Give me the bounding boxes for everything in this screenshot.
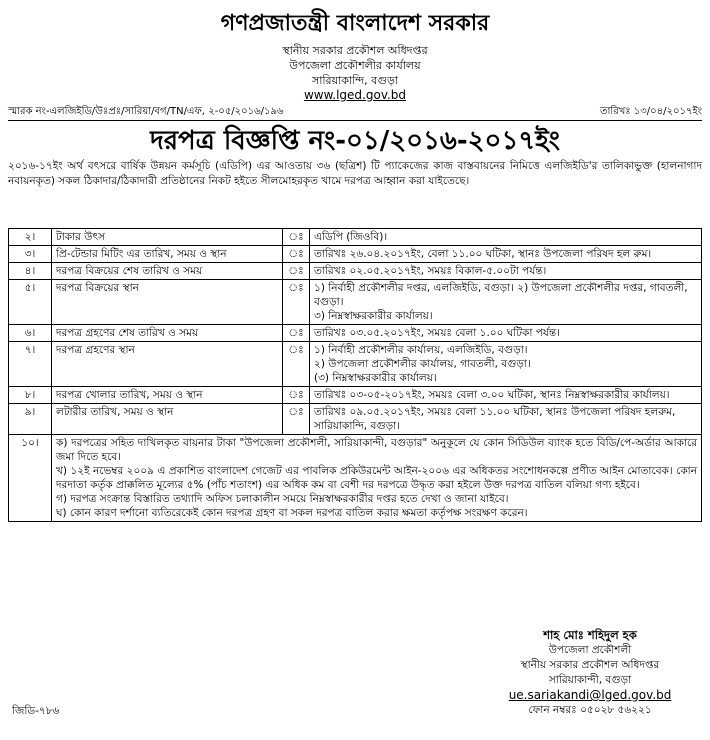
department-name: স্থানীয় সরকার প্রকৌশল অধিদপ্তর (282, 44, 428, 57)
row-colon: ঃ (283, 342, 310, 387)
row-value: তারিখঃ ০৯.০৫.২০১৭ইং, সময়ঃ বেলা ১১.০০ ঘটিকা, স্থানঃ উপজেলা পরিষদ হলরুম, সারিয়াকান্দি, বগুড়া। (310, 404, 702, 435)
memo-row (8, 104, 702, 121)
row-colon: ঃ (283, 325, 310, 342)
table-row (9, 246, 702, 263)
row-colon: ঃ (283, 263, 310, 280)
row-colon: ঃ (283, 280, 310, 325)
table-row (9, 387, 702, 404)
table-row (9, 229, 702, 246)
row-label: দরপত্র গ্রহণের শেষ তারিখ ও সময় (52, 325, 283, 342)
table-row (9, 263, 702, 280)
signatory-phone: ফোন নম্বরঃ ০৫০২৮ ৫৬২২১ (528, 704, 652, 716)
signatory-name: শাহ মোঃ শহিদুল হক (543, 628, 637, 642)
table-row (9, 280, 702, 325)
table-row (9, 342, 702, 387)
gd-code: জিডি-৭৮৬ (12, 705, 60, 717)
signatory-email[interactable]: ue.sariakandi@lged.gov.bd (508, 688, 672, 702)
row-number: ১০। (9, 435, 52, 522)
row-number: ৬। (9, 325, 52, 342)
office-name: উপজেলা প্রকৌশলীর কার্যালয় (289, 59, 421, 72)
signatory-location: সারিয়াকান্দী, বগুড়া (548, 674, 632, 686)
website-link[interactable]: www.lged.gov.bd (303, 88, 407, 102)
row-label: দরপত্র গ্রহণের স্থান (52, 342, 283, 387)
row-number: ৪। (9, 263, 52, 280)
table-row (9, 404, 702, 435)
row-number: ৭। (9, 342, 52, 387)
row-label: দরপত্র খোলার তারিখ, সময় ও স্থান (52, 387, 283, 404)
office-location: সারিয়াকান্দি, বগুড়া (311, 74, 399, 87)
intro-paragraph: ২০১৬-১৭ইং অর্থ বৎসরে বার্ষিক উন্নয়ন কর্মসূচি (এডিপি) এর আওতায় ৩৬ (ছত্রিশ) টি প্যাকেজের কাজ বাস্তবায়নের নিমিত্তে এলজিইডি'র তালিকাভুক্ত (হালনাগাদ নবায়নকৃত) সকল ঠিকাদার/ঠিকাদারী প্রতিষ্ঠানের নিকট হইতে সীলমোহরকৃত খামে দরপত্র আহ্বান করা যাইতেছে। (8, 160, 702, 187)
row-colon: ঃ (283, 404, 310, 435)
row-value: তারিখঃ ২৬.০৪.২০১৭ইং, বেলা ১১.০০ ঘটিকা, স্থানঃ উপজেলা পরিষদ হল রুম। (310, 246, 702, 263)
row-label: লটারীর তারিখ, সময় ও স্থান (52, 404, 283, 435)
row-value: তারিখঃ ০৩.০৫.২০১৭ইং, সময়ঃ বেলা ১.০০ ঘটিকা পর্যন্ত। (310, 325, 702, 342)
table-row (9, 325, 702, 342)
row-label: দরপত্র বিক্রয়ের শেষ তারিখ ও সময় (52, 263, 283, 280)
tender-details-table (8, 228, 702, 522)
row-value: তারিখঃ ০২.০৫.২০১৭ইং, সময়ঃ বিকাল-৫.০০টা পর্যন্ত। (310, 263, 702, 280)
letterhead (0, 6, 710, 102)
signatory-designation: উপজেলা প্রকৌশলী (548, 644, 632, 656)
row-colon: ঃ (283, 229, 310, 246)
conditions-text: ক) দরপত্রের সহিত দাখিলকৃত বায়নার টাকা "উপজেলা প্রকৌশলী, সারিয়াকান্দী, বগুড়ার" অনুকূলে যে কোন সিডিউল ব্যাংক হতে বিডি/পে-অর্ডার আকারে জমা দিতে হবে। খ) ১২ই নভেম্বর ২০০৯ এ প্রকাশিত বাংলাদেশ গেজেট এর পাবলিক প্রকিউরমেন্ট আইন-২০০৬ এর অধিকতর সংশোধনকল্পে প্রণীত আইন মোতাবেক। কোন দরদাতা কর্তৃক প্রাক্কলিত মূল্যের ৫% (পাঁচ শতাংশ) এর অধিক কম বা বেশী দর দরপত্রে উদ্ধৃত করা হইলে উক্ত দরপত্র বাতিল বলিয়া গণ্য হইবে। গ) দরপত্র সংক্রান্ত বিস্তারিত তথ্যাদি অফিস চলাকালীন সময়ে নিম্নস্বাক্ষরকারীর দপ্তর হতে দেখা ও জানা যাইবে। ঘ) কোন কারণ দর্শানো ব্যতিরেকেই কোন দরপত্র গ্রহণ বা সকল দরপত্র বাতিল করার ক্ষমতা কর্তৃপক্ষ সংরক্ষণ করেন। (52, 435, 702, 522)
row-number: ৮। (9, 387, 52, 404)
table-row-10 (9, 435, 702, 522)
signatory-department: স্থানীয় সরকার প্রকৌশল অধিদপ্তর (520, 659, 660, 671)
row-value: তারিখঃ ০৩-০৫-২০১৭ইং, সময়ঃ বেলা ৩.০০ ঘটিকা, স্থানঃ নিম্নস্বাক্ষরকারীর কার্যালয়। (310, 387, 702, 404)
row-number: ২। (9, 229, 52, 246)
row-value: এডিপি (জিওবি)। (310, 229, 702, 246)
row-number: ৩। (9, 246, 52, 263)
row-number: ৯। (9, 404, 52, 435)
memo-number: স্মারক নং-এলজিইডি/উঃপ্রঃ/সারিয়া/বগ/TN/এফ, ২-০৫/২০১৬/১৯৬ (8, 106, 284, 117)
government-name: গণপ্রজাতন্ত্রী বাংলাদেশ সরকার (220, 11, 490, 36)
row-label: টাকার উৎস (52, 229, 283, 246)
row-value: ১) নির্বাহী প্রকৌশলীর দপ্তর, এলজিইডি, বগুড়া। ২) উপজেলা প্রকৌশলীর দপ্তর, গাবতলী, বগুড়া। ৩) নিম্নস্বাক্ষরকারীর কার্যালয়। (310, 280, 702, 325)
memo-date: তারিখঃ ১৩/০৪/২০১৭ইং (599, 106, 702, 117)
row-label: দরপত্র বিক্রয়ের স্থান (52, 280, 283, 325)
row-label: প্রি-টেন্ডার মিটিং এর তারিখ, সময় ও স্থান (52, 246, 283, 263)
row-value: ১) নির্বাহী প্রকৌশলীর কার্যালয়, এলজিইডি, বগুড়া। ২) উপজেলা প্রকৌশলীর কার্যালয়, গাবতলী, বগুড়া। (৩) নিম্নস্বাক্ষরকারীর কার্যালয়। (310, 342, 702, 387)
notice-title: দরপত্র বিজ্ঞপ্তি নং-০১/২০১৬-২০১৭ইং (150, 126, 560, 156)
row-number: ৫। (9, 280, 52, 325)
row-colon: ঃ (283, 246, 310, 263)
row-colon: ঃ (283, 387, 310, 404)
signature-block (490, 628, 690, 718)
